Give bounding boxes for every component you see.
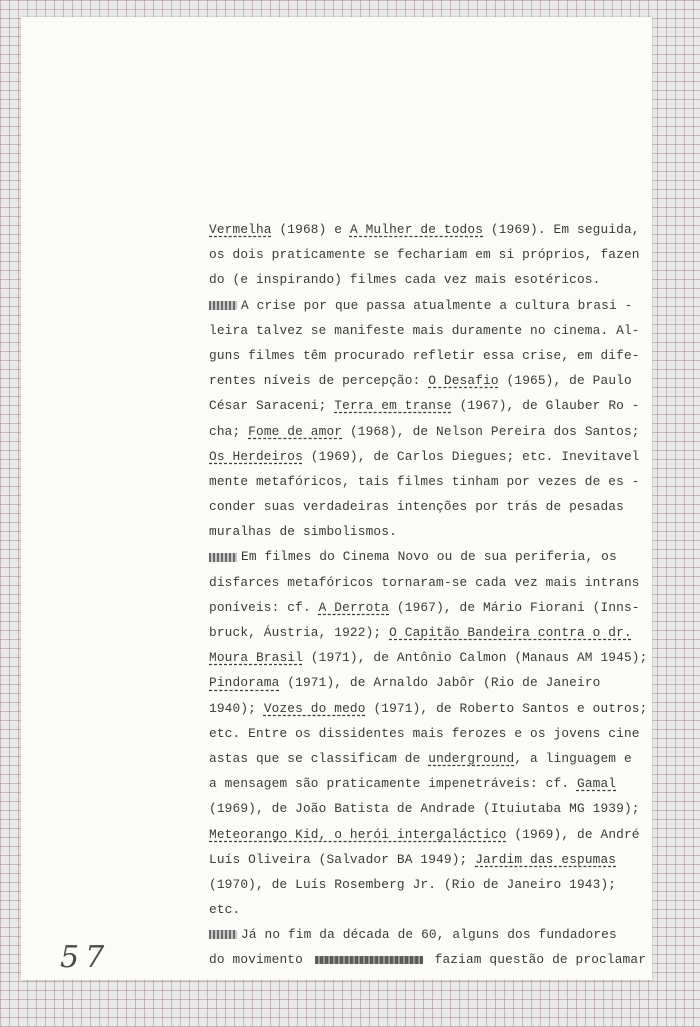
text-line xyxy=(209,494,649,519)
text-run: (1971), de Roberto Santos e outros; xyxy=(365,700,648,716)
paragraph-mark xyxy=(209,553,237,562)
text-run: (1969), de Carlos Diegues; etc. Inevitavel xyxy=(302,448,640,464)
text-line xyxy=(209,645,649,670)
text-run: (1968) e xyxy=(271,222,350,237)
text-run: faziam questão de proclamar xyxy=(426,952,647,968)
text-run: (1969), de João Batista de Andrade (Ituiutaba MG 1939); xyxy=(209,801,640,817)
text-line xyxy=(209,419,649,444)
text-run: muralhas de simbolismos. xyxy=(209,524,397,540)
underlined-title: underground xyxy=(428,750,515,766)
text-run: (1968), de Nelson Pereira dos Santos; xyxy=(342,423,640,439)
underlined-title: A Derrota xyxy=(318,599,390,615)
text-run: a mensagem são praticamente impenetráveis: cf. xyxy=(209,776,577,792)
underlined-title: Gamal xyxy=(576,776,617,792)
text-line xyxy=(209,519,649,544)
text-line xyxy=(209,696,649,721)
text-run: Luís Oliveira (Salvador BA 1949); xyxy=(209,851,476,867)
text-run: (1969), de André xyxy=(506,826,640,842)
underlined-title: Jardim das espumas xyxy=(475,851,617,867)
text-run: César Saraceni; xyxy=(209,398,335,414)
text-run: , a linguagem e xyxy=(514,750,632,766)
text-line xyxy=(209,293,649,318)
text-line xyxy=(209,444,649,469)
text-run: bruck, Áustria, 1922); xyxy=(209,625,390,640)
text-line xyxy=(209,242,649,267)
text-line xyxy=(209,267,649,292)
text-run: (1971), de Arnaldo Jabôr (Rio de Janeiro xyxy=(279,675,601,691)
text-line xyxy=(209,670,649,695)
text-line xyxy=(209,822,649,847)
text-run: disfarces metafóricos tornaram-se cada vez mais intrans xyxy=(209,574,640,590)
text-line xyxy=(209,872,649,897)
text-run: do movimento xyxy=(209,952,311,968)
underlined-title: Fome de amor xyxy=(248,423,343,439)
text-run: (1967), de Mário Fiorani (Inns- xyxy=(389,599,640,615)
underlined-title: Vermelha xyxy=(209,222,272,237)
text-run: Em filmes do Cinema Novo ou de sua periferia, os xyxy=(241,549,617,565)
text-run: etc. Entre os dissidentes mais ferozes e os jovens cine xyxy=(209,725,640,741)
text-line xyxy=(209,318,649,343)
underlined-title: Os Herdeiros xyxy=(209,448,303,464)
underlined-title: O Capitão Bandeira contra o dr. xyxy=(389,625,632,640)
text-line xyxy=(209,595,649,620)
text-line xyxy=(209,469,649,494)
text-line xyxy=(209,947,649,972)
text-line xyxy=(209,217,649,242)
text-line xyxy=(209,620,649,645)
text-run: mente metafóricos, tais filmes tinham por vezes de es - xyxy=(209,473,640,489)
text-line xyxy=(209,847,649,872)
underlined-title: O Desafio xyxy=(428,373,499,389)
text-run: etc. xyxy=(209,902,241,918)
underlined-title: Vozes do medo xyxy=(263,700,366,716)
text-run: Já no fim da década de 60, alguns dos fundadores xyxy=(241,927,617,943)
text-run: (1967), de Glauber Ro - xyxy=(451,398,640,414)
text-line xyxy=(209,897,649,922)
text-line xyxy=(209,393,649,418)
text-run: cha; xyxy=(209,423,249,439)
underlined-title: Meteorango Kid, o herói intergaláctico xyxy=(209,826,507,842)
text-run: conder suas verdadeiras intenções por trás de pesadas xyxy=(209,499,624,515)
text-run: astas que se classificam de xyxy=(209,750,429,766)
text-run: os dois praticamente se fechariam em si próprios, fazen xyxy=(209,247,640,263)
text-line xyxy=(209,796,649,821)
underlined-title: Pindorama xyxy=(209,675,280,691)
text-run: leira talvez se manifeste mais duramente no cinema. Al- xyxy=(209,322,640,338)
text-run: (1970), de Luís Rosemberg Jr. (Rio de Janeiro 1943); xyxy=(209,876,617,892)
text-run: (1969). Em seguida, xyxy=(483,222,640,237)
text-run: (1965), de Paulo xyxy=(498,373,632,389)
paragraph-mark xyxy=(209,930,237,939)
text-run: poníveis: cf. xyxy=(209,599,319,615)
text-run: 1940); xyxy=(209,700,264,716)
typewritten-page xyxy=(21,17,652,980)
paragraph-mark xyxy=(209,301,237,310)
underlined-title: Terra em transe xyxy=(334,398,452,414)
text-line xyxy=(209,746,649,771)
text-line xyxy=(209,721,649,746)
text-line xyxy=(209,771,649,796)
text-run: do (e inspirando) filmes cada vez mais esotéricos. xyxy=(209,272,601,288)
text-run: guns filmes têm procurado refletir essa crise, em dife- xyxy=(209,347,640,363)
text-line xyxy=(209,570,649,595)
text-line xyxy=(209,922,649,947)
text-line xyxy=(209,544,649,569)
underlined-title: Moura Brasil xyxy=(209,650,303,666)
underlined-title: A Mulher de todos xyxy=(349,222,484,237)
text-run: (1971), de Antônio Calmon (Manaus AM 1945); xyxy=(302,650,648,666)
document-body xyxy=(209,217,649,973)
text-line xyxy=(209,343,649,368)
text-run: A crise por que passa atualmente a cultura brasi - xyxy=(241,297,633,313)
text-line xyxy=(209,368,649,393)
page-number: 57 xyxy=(60,940,111,975)
struck-out-word xyxy=(315,956,423,964)
text-run: rentes níveis de percepção: xyxy=(209,373,429,389)
